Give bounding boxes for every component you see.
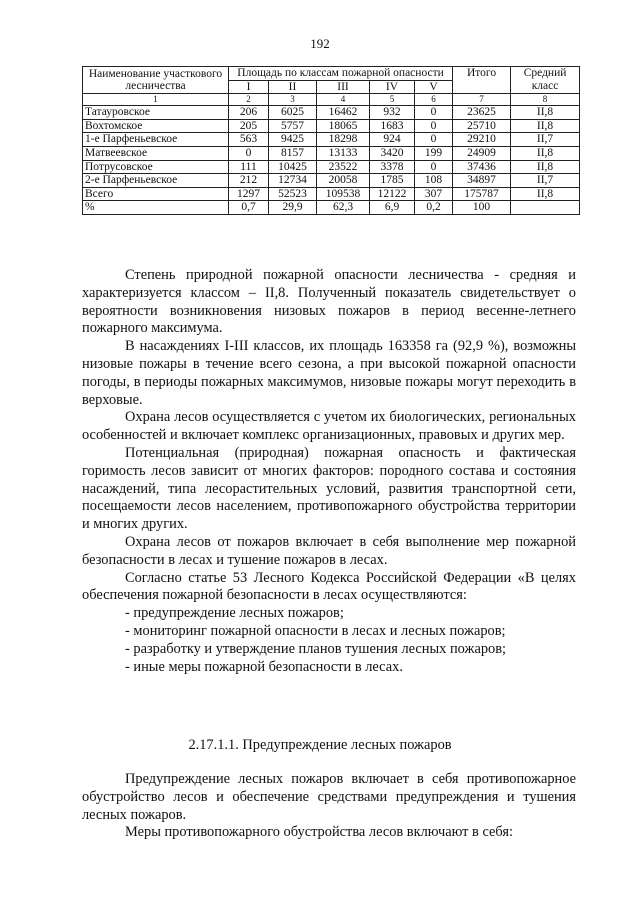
table-cell: 924 bbox=[370, 133, 415, 147]
table-cell: 3420 bbox=[370, 146, 415, 160]
table-cell: 0,7 bbox=[229, 201, 269, 215]
table-cell: 307 bbox=[415, 187, 453, 201]
table-cell: 6025 bbox=[269, 106, 317, 120]
table-cell: 199 bbox=[415, 146, 453, 160]
fire-danger-table bbox=[82, 66, 580, 215]
table-cell: 0 bbox=[415, 160, 453, 174]
header-class: IV bbox=[370, 80, 415, 94]
table-cell: 1683 bbox=[370, 119, 415, 133]
table-cell: 100 bbox=[453, 201, 511, 215]
paragraph: Степень природной пожарной опасности лесничества - средняя и характеризуется классом – II,8. Полученный показатель свидетельствует о вероятности возникновения низовых пожаров в период весенне-летнего пожарного максимума. bbox=[82, 267, 576, 337]
table-cell: 52523 bbox=[269, 187, 317, 201]
header-class: I bbox=[229, 80, 269, 94]
body-text bbox=[82, 267, 576, 676]
column-number: 1 bbox=[83, 94, 229, 106]
table-cell: 206 bbox=[229, 106, 269, 120]
table-cell: 24909 bbox=[453, 146, 511, 160]
table-cell: 212 bbox=[229, 174, 269, 188]
table-cell: II,8 bbox=[511, 146, 580, 160]
paragraph: Потенциальная (природная) пожарная опасность и фактическая горимость лесов зависит от многих факторов: породного состава и состояния насаждений, типа лесорастительных условий, развития транспортной сети, посещаемости лесов населением, противопожарного обустройства территории и многих других. bbox=[82, 444, 576, 533]
table-cell: 205 bbox=[229, 119, 269, 133]
table-cell: 23522 bbox=[317, 160, 370, 174]
table-cell: 0 bbox=[415, 119, 453, 133]
column-number: 8 bbox=[511, 94, 580, 106]
column-number: 6 bbox=[415, 94, 453, 106]
forestry-name-cell: Всего bbox=[83, 187, 229, 201]
table-cell: 29,9 bbox=[269, 201, 317, 215]
list-item: - иные меры пожарной безопасности в лесах. bbox=[125, 658, 403, 675]
table-cell: 0 bbox=[415, 133, 453, 147]
header-class: II bbox=[269, 80, 317, 94]
header-class: V bbox=[415, 80, 453, 94]
table-cell: 25710 bbox=[453, 119, 511, 133]
table-cell: II,8 bbox=[511, 187, 580, 201]
paragraph: Согласно статье 53 Лесного Кодекса Российской Федерации «В целях обеспечения пожарной безопасности в лесах осуществляются: bbox=[82, 569, 576, 604]
column-number-row bbox=[83, 94, 580, 106]
table-row bbox=[83, 201, 580, 215]
table-cell: II,8 bbox=[511, 119, 580, 133]
header-total: Итого bbox=[453, 67, 511, 94]
table-cell: II,7 bbox=[511, 174, 580, 188]
paragraph: Охрана лесов от пожаров включает в себя выполнение мер пожарной безопасности в лесах и тушение пожаров в лесах. bbox=[82, 533, 576, 568]
table-cell: 20058 bbox=[317, 174, 370, 188]
header-class: III bbox=[317, 80, 370, 94]
header-average-class: Средний класс bbox=[511, 67, 580, 94]
table-cell: 1785 bbox=[370, 174, 415, 188]
list-item: - мониторинг пожарной опасности в лесах и лесных пожаров; bbox=[125, 622, 506, 639]
table-row bbox=[83, 187, 580, 201]
table-cell: 175787 bbox=[453, 187, 511, 201]
table-cell: 0,2 bbox=[415, 201, 453, 215]
table-row bbox=[83, 106, 580, 120]
table-cell: 563 bbox=[229, 133, 269, 147]
table-cell: 0 bbox=[415, 106, 453, 120]
section-heading: 2.17.1.1. Предупреждение лесных пожаров bbox=[188, 737, 452, 753]
column-number: 5 bbox=[370, 94, 415, 106]
table-cell: 6,9 bbox=[370, 201, 415, 215]
table-row bbox=[83, 133, 580, 147]
header-forestry-name: Наименование участкового лесничества bbox=[83, 67, 229, 94]
column-number: 7 bbox=[453, 94, 511, 106]
table-cell: 13133 bbox=[317, 146, 370, 160]
page-number: 192 bbox=[310, 36, 330, 51]
table-cell bbox=[511, 201, 580, 215]
table-row bbox=[83, 146, 580, 160]
table-cell: 29210 bbox=[453, 133, 511, 147]
table-cell: II,7 bbox=[511, 133, 580, 147]
table-cell: II,8 bbox=[511, 160, 580, 174]
section-text bbox=[82, 771, 576, 842]
forestry-name-cell: Потрусовское bbox=[83, 160, 229, 174]
forestry-name-cell: Вохтомское bbox=[83, 119, 229, 133]
table-cell: 109538 bbox=[317, 187, 370, 201]
forestry-name-cell: % bbox=[83, 201, 229, 215]
list-item: - разработку и утверждение планов тушения лесных пожаров; bbox=[125, 640, 507, 657]
column-number: 3 bbox=[269, 94, 317, 106]
table-cell: 62,3 bbox=[317, 201, 370, 215]
table-cell: 23625 bbox=[453, 106, 511, 120]
table-cell: 12734 bbox=[269, 174, 317, 188]
table-row bbox=[83, 174, 580, 188]
forestry-name-cell: 2-е Парфеньевское bbox=[83, 174, 229, 188]
table-cell: 37436 bbox=[453, 160, 511, 174]
column-number: 2 bbox=[229, 94, 269, 106]
table-cell: 1297 bbox=[229, 187, 269, 201]
table-cell: 111 bbox=[229, 160, 269, 174]
header-area-by-class: Площадь по классам пожарной опасности bbox=[229, 67, 453, 81]
table-cell: 18298 bbox=[317, 133, 370, 147]
forestry-name-cell: Матвеевское bbox=[83, 146, 229, 160]
table-row bbox=[83, 119, 580, 133]
table-cell: 108 bbox=[415, 174, 453, 188]
table-cell: 34897 bbox=[453, 174, 511, 188]
table-cell: 5757 bbox=[269, 119, 317, 133]
forestry-name-cell: Татауровское bbox=[83, 106, 229, 120]
table-row bbox=[83, 160, 580, 174]
paragraph: Предупреждение лесных пожаров включает в себя противопожарное обустройство лесов и обеспечение средствами предупреждения и тушения лесных пожаров. bbox=[82, 771, 576, 823]
paragraph: Охрана лесов осуществляется с учетом их биологических, региональных особенностей и включает комплекс организационных, правовых и других мер. bbox=[82, 409, 576, 444]
table-cell: 8157 bbox=[269, 146, 317, 160]
table-cell: 0 bbox=[229, 146, 269, 160]
table-cell: 18065 bbox=[317, 119, 370, 133]
forestry-name-cell: 1-е Парфеньевское bbox=[83, 133, 229, 147]
table-cell: 3378 bbox=[370, 160, 415, 174]
table-cell: 12122 bbox=[370, 187, 415, 201]
table-cell: 16462 bbox=[317, 106, 370, 120]
column-number: 4 bbox=[317, 94, 370, 106]
paragraph: В насаждениях I-III классов, их площадь 163358 га (92,9 %), возможны низовые пожары в течение всего сезона, а при высокой пожарной опасности погоды, в периоды пожарных максимумов, низовые пожары могут переходить в верховые. bbox=[82, 338, 576, 408]
table-cell: 9425 bbox=[269, 133, 317, 147]
table-cell: 932 bbox=[370, 106, 415, 120]
paragraph: Меры противопожарного обустройства лесов включают в себя: bbox=[125, 824, 513, 841]
table-cell: II,8 bbox=[511, 106, 580, 120]
list-item: - предупреждение лесных пожаров; bbox=[125, 605, 344, 622]
table-cell: 10425 bbox=[269, 160, 317, 174]
table-header-row bbox=[83, 67, 580, 81]
